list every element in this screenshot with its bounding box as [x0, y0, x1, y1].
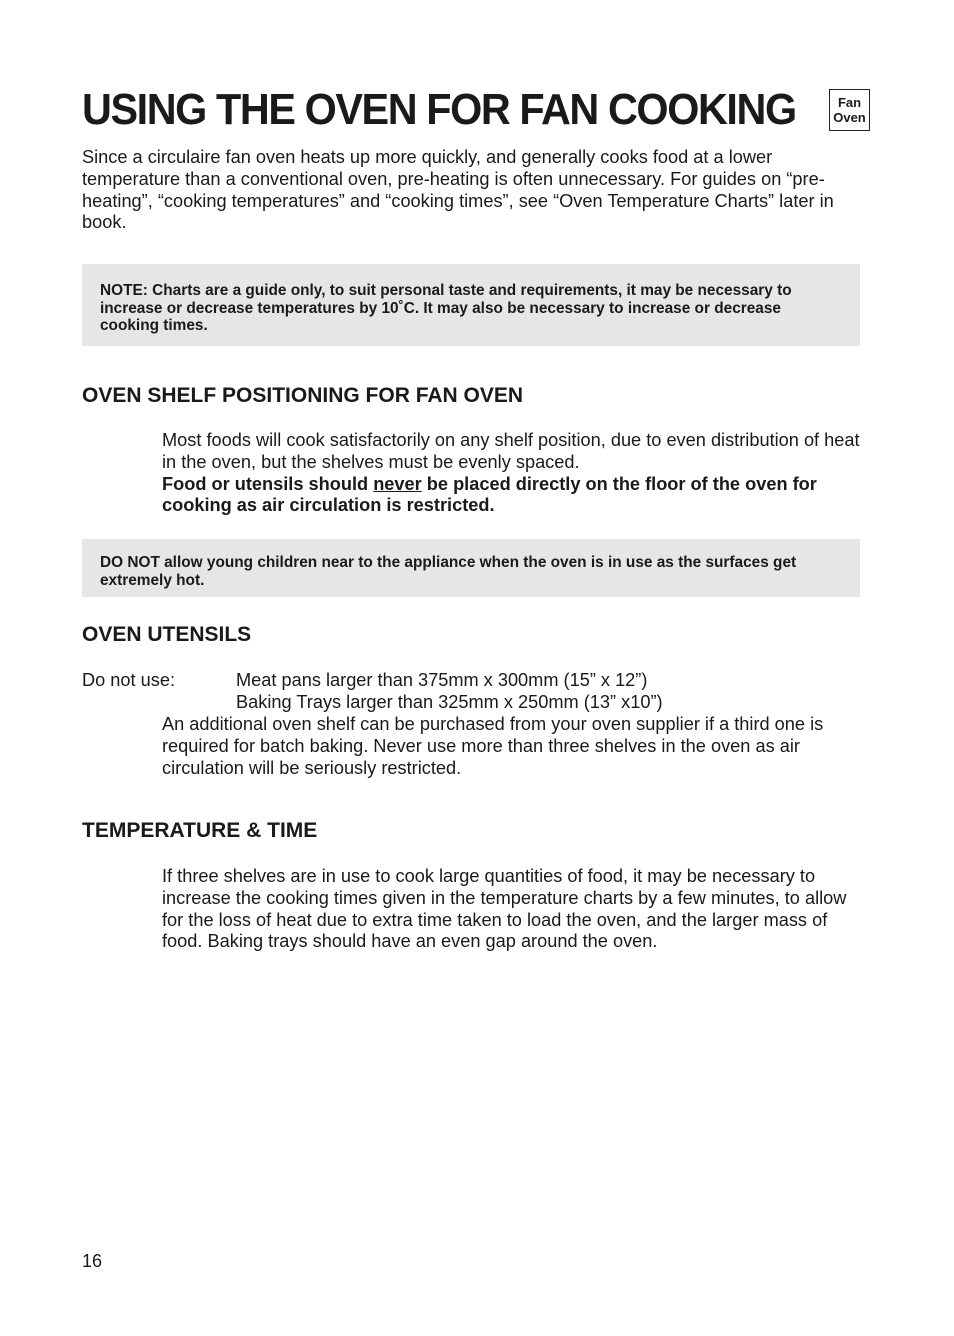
page-title: USING THE OVEN FOR FAN COOKING: [82, 85, 796, 134]
page-number: 16: [82, 1251, 103, 1271]
utensils-item-1: Meat pans larger than 375mm x 300mm (15” x 12”): [236, 670, 648, 690]
shelf-warning-post: be placed directly on the floor of the oven for cooking as air circulation is restricted.: [162, 473, 817, 516]
shelf-heading: OVEN SHELF POSITIONING FOR FAN OVEN: [82, 384, 524, 407]
badge-line-2: Oven: [833, 110, 866, 125]
temperature-heading: TEMPERATURE & TIME: [82, 819, 318, 842]
note-box-charts: [82, 264, 860, 346]
badge-line-1: Fan: [837, 95, 862, 110]
note-charts-text: NOTE: Charts are a guide only, to suit personal taste and requirements, it may be necessary to increase or decrease temperatures by 10˚C. It may also be necessary to increase or decrease cooking times.: [100, 282, 792, 334]
shelf-warning-never: never: [373, 473, 422, 494]
note-box-children: [82, 539, 860, 597]
shelf-body: Most foods will cook satisfactorily on any shelf position, due to even distribution of heat in the oven, but the shelves must be evenly spaced.: [162, 430, 860, 472]
shelf-section: [162, 430, 862, 517]
shelf-warning-pre: Food or utensils should: [162, 473, 374, 494]
utensils-body: An additional oven shelf can be purchased from your oven supplier if a third one is required for batch baking. Never use more than three shelves in the oven as air circulation will be seriously restricted.: [162, 714, 824, 778]
intro-paragraph: Since a circulaire fan oven heats up more quickly, and generally cooks food at a lower temperature than a conventional oven, pre-heating is often unnecessary. For guides on “pre-heating”, “cooking temperatures” and “cooking times”, see “Oven Temperature Charts” later in book.: [82, 147, 834, 233]
utensils-label: Do not use:: [82, 670, 176, 690]
temperature-body: If three shelves are in use to cook large quantities of food, it may be necessary to increase the cooking times given in the temperature charts by a few minutes, to allow for the loss of heat due to extra time taken to load the oven, and the larger mass of food. Baking trays should have an even gap around the oven.: [162, 866, 847, 952]
utensils-item-2: Baking Trays larger than 325mm x 250mm (13” x10”): [236, 692, 663, 712]
note-children-text: DO NOT allow young children near to the appliance when the oven is in use as the surfaces get extremely hot.: [100, 554, 797, 589]
fan-oven-badge: [829, 89, 870, 131]
utensils-heading: OVEN UTENSILS: [82, 623, 252, 646]
shelf-warning: [162, 474, 862, 518]
